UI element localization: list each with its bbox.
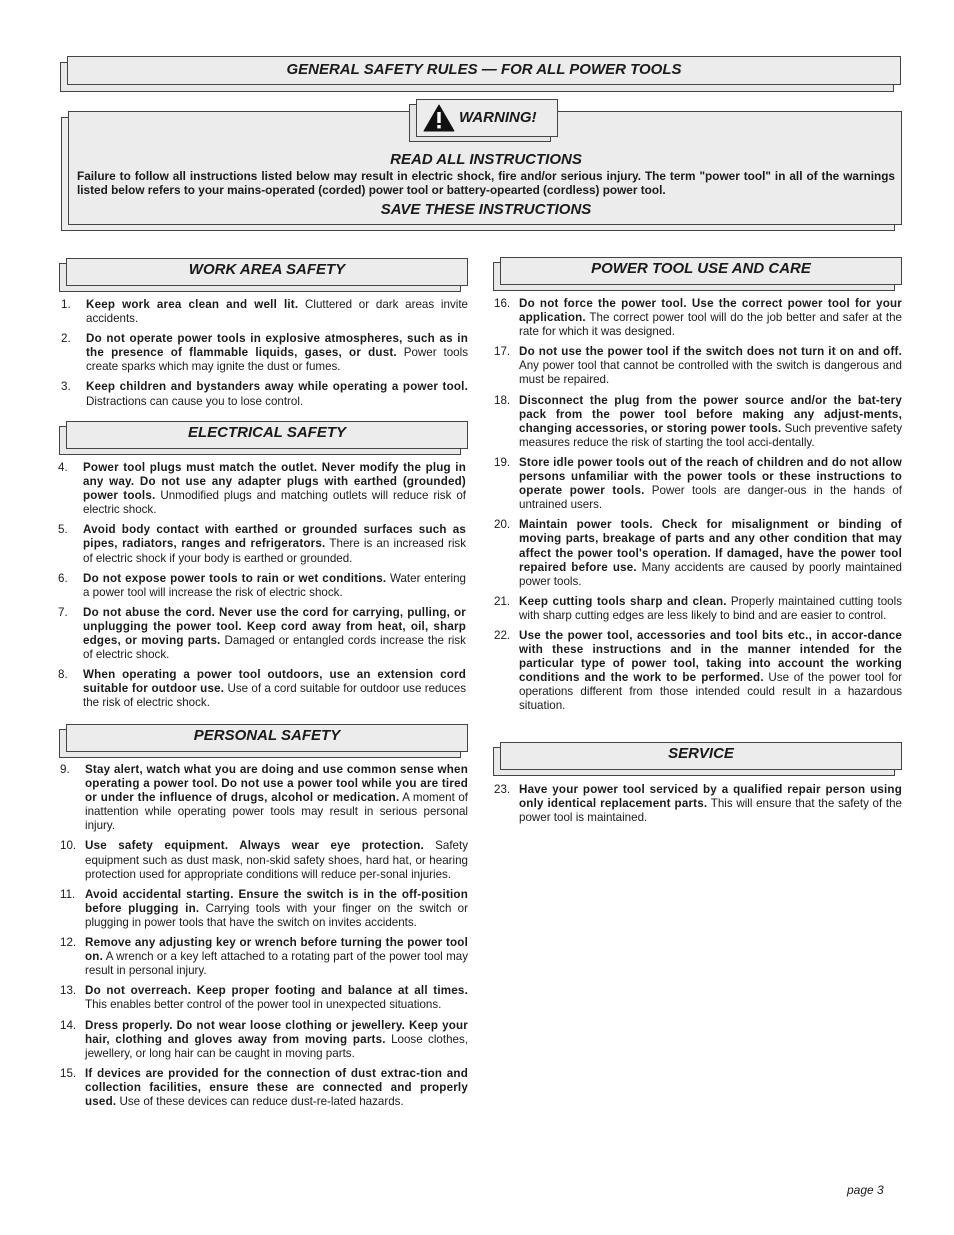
list-item: 23. Have your power tool serviced by a qualified repair person using only identical replacement parts. This will ensure that the safety of the power tool is maintained. xyxy=(494,783,903,825)
list-item: 16. Do not force the power tool. Use the correct power tool for your application. The correct power tool will do the job better and safer at the rate for which it was designed. xyxy=(494,297,902,339)
work-area-header xyxy=(59,258,469,292)
list-item: 11. Avoid accidental starting. Ensure the switch is in the off-position before plugging in. Carrying tools with your finger on the switch or plugging in power tools that have the switch on invites accidents. xyxy=(60,887,468,929)
personal-title: PERSONAL SAFETY xyxy=(193,727,341,744)
list-item: 6. Do not expose power tools to rain or wet conditions. Water entering a power tool will increase the risk of electric shock. xyxy=(58,571,466,599)
work-area-title: WORK AREA SAFETY xyxy=(188,261,346,278)
personal-header xyxy=(59,724,469,758)
list-item: 22. Use the power tool, accessories and tool bits etc., in accor-dance with these instructions and in the manner intended for the particular type of power tool, taking into account the working conditions and the work to be performed. Use of the power tool for operations different from those intended could result in a hazardous situation. xyxy=(494,628,902,713)
exclamation-triangle-icon xyxy=(423,104,455,132)
electrical-list xyxy=(58,461,466,717)
list-item: 8. When operating a power tool outdoors, use an extension cord suitable for outdoor use. Use of a cord suitable for outdoor use reduces the risk of electric shock. xyxy=(58,668,466,710)
list-item: 14. Dress properly. Do not wear loose clothing or jewellery. Keep your hair, clothing and gloves away from moving parts. Loose clothes, jewellery, or long hair can be caught in moving parts. xyxy=(60,1018,468,1060)
service-title: SERVICE xyxy=(668,745,734,762)
electrical-header xyxy=(59,421,469,455)
service-header xyxy=(493,742,903,776)
list-item: 15. If devices are provided for the connection of dust extrac-tion and collection facilities, ensure these are connected and properly used. Use of these devices can reduce dust-re-lated hazards. xyxy=(60,1066,468,1108)
service-list xyxy=(494,783,902,831)
main-title: GENERAL SAFETY RULES — FOR ALL POWER TOOLS xyxy=(286,61,682,78)
list-item: 21. Keep cutting tools sharp and clean. Properly maintained cutting tools with sharp cutting edges are less likely to bind and are easier to control. xyxy=(494,594,903,622)
list-item: 18. Disconnect the plug from the power source and/or the bat-tery pack from the power tool before making any adjust-ments, changing accessories, or storing power tools. Such preventive safety measures reduce the risk of starting the tool acci-dentally. xyxy=(494,393,902,449)
list-item: 2. Do not operate power tools in explosive atmospheres, such as in the presence of flammable liquids, gases, or dust. Power tools create sparks which may ignite the dust or fumes. xyxy=(61,332,468,374)
main-header xyxy=(60,56,902,92)
tool-use-header xyxy=(493,257,903,291)
list-item: 4. Power tool plugs must match the outlet. Never modify the plug in any way. Do not use any adapter plugs with earthed (grounded) power tools. Unmodified plugs and matching outlets will reduce risk of electric shock. xyxy=(58,461,466,517)
tool-use-list xyxy=(494,297,902,720)
list-item: 7. Do not abuse the cord. Never use the cord for carrying, pulling, or unplugging the power tool. Keep cord away from heat, oil, sharp edges, or moving parts. Damaged or entangled cords increase the risk of electric shock. xyxy=(58,605,466,662)
list-item: 20. Maintain power tools. Check for misalignment or binding of moving parts, breakage of parts and any other condition that may affect the power tool's operation. If damaged, have the power tool repaired before use. Many accidents are caused by poorly maintained power tools. xyxy=(494,518,903,588)
save-instructions-heading: SAVE THESE INSTRUCTIONS xyxy=(380,201,592,218)
tool-use-title: POWER TOOL USE AND CARE xyxy=(591,260,811,277)
list-item: 5. Avoid body contact with earthed or grounded surfaces such as pipes, radiators, ranges and refrigerators. There is an increased risk of electric shock if your body is earthed or grounded. xyxy=(58,523,466,565)
list-item: 17. Do not use the power tool if the switch does not turn it on and off. Any power tool that cannot be controlled with the switch is dangerous and must be repaired. xyxy=(494,345,902,387)
read-all-heading: READ ALL INSTRUCTIONS xyxy=(390,151,582,168)
work-area-list xyxy=(61,298,468,415)
list-item: 19. Store idle power tools out of the reach of children and do not allow persons unfamiliar with the power tools or these instructions to operate power tools. Power tools are danger-ous in the hands of untrained users. xyxy=(494,455,902,512)
warning-label: WARNING! xyxy=(459,109,537,126)
list-item: 13. Do not overreach. Keep proper footing and balance at all times. This enables better control of the power tool in unexpected situations. xyxy=(60,984,468,1012)
personal-list xyxy=(60,763,468,1115)
list-item: 1. Keep work area clean and well lit. Cluttered or dark areas invite accidents. xyxy=(61,298,468,326)
warning-text: Failure to follow all instructions listed below may result in electric shock, fire and/or serious injury. The term "power tool" in all of the warnings listed below refers to your mains-operated (corded) power tool or battery-opearted (cordless) power tool. xyxy=(77,169,895,198)
electrical-title: ELECTRICAL SAFETY xyxy=(187,424,347,441)
list-item: 9. Stay alert, watch what you are doing and use common sense when operating a power tool. Do not use a power tool while you are tired or under the influence of drugs, alcohol or medication. A moment of inattention while operating power tools may result in serious personal injury. xyxy=(60,763,468,833)
page-number: page 3 xyxy=(847,1183,884,1197)
list-item: 3. Keep children and bystanders away while operating a power tool. Distractions can cause you to lose control. xyxy=(61,380,468,408)
warning-badge xyxy=(409,99,559,141)
list-item: 10. Use safety equipment. Always wear eye protection. Safety equipment such as dust mask, non-skid safety shoes, hard hat, or hearing protection used for appropriate conditions will reduce per-sonal injuries. xyxy=(60,839,469,881)
list-item: 12. Remove any adjusting key or wrench before turning the power tool on. A wrench or a key left attached to a rotating part of the power tool may result in personal injury. xyxy=(60,936,468,978)
